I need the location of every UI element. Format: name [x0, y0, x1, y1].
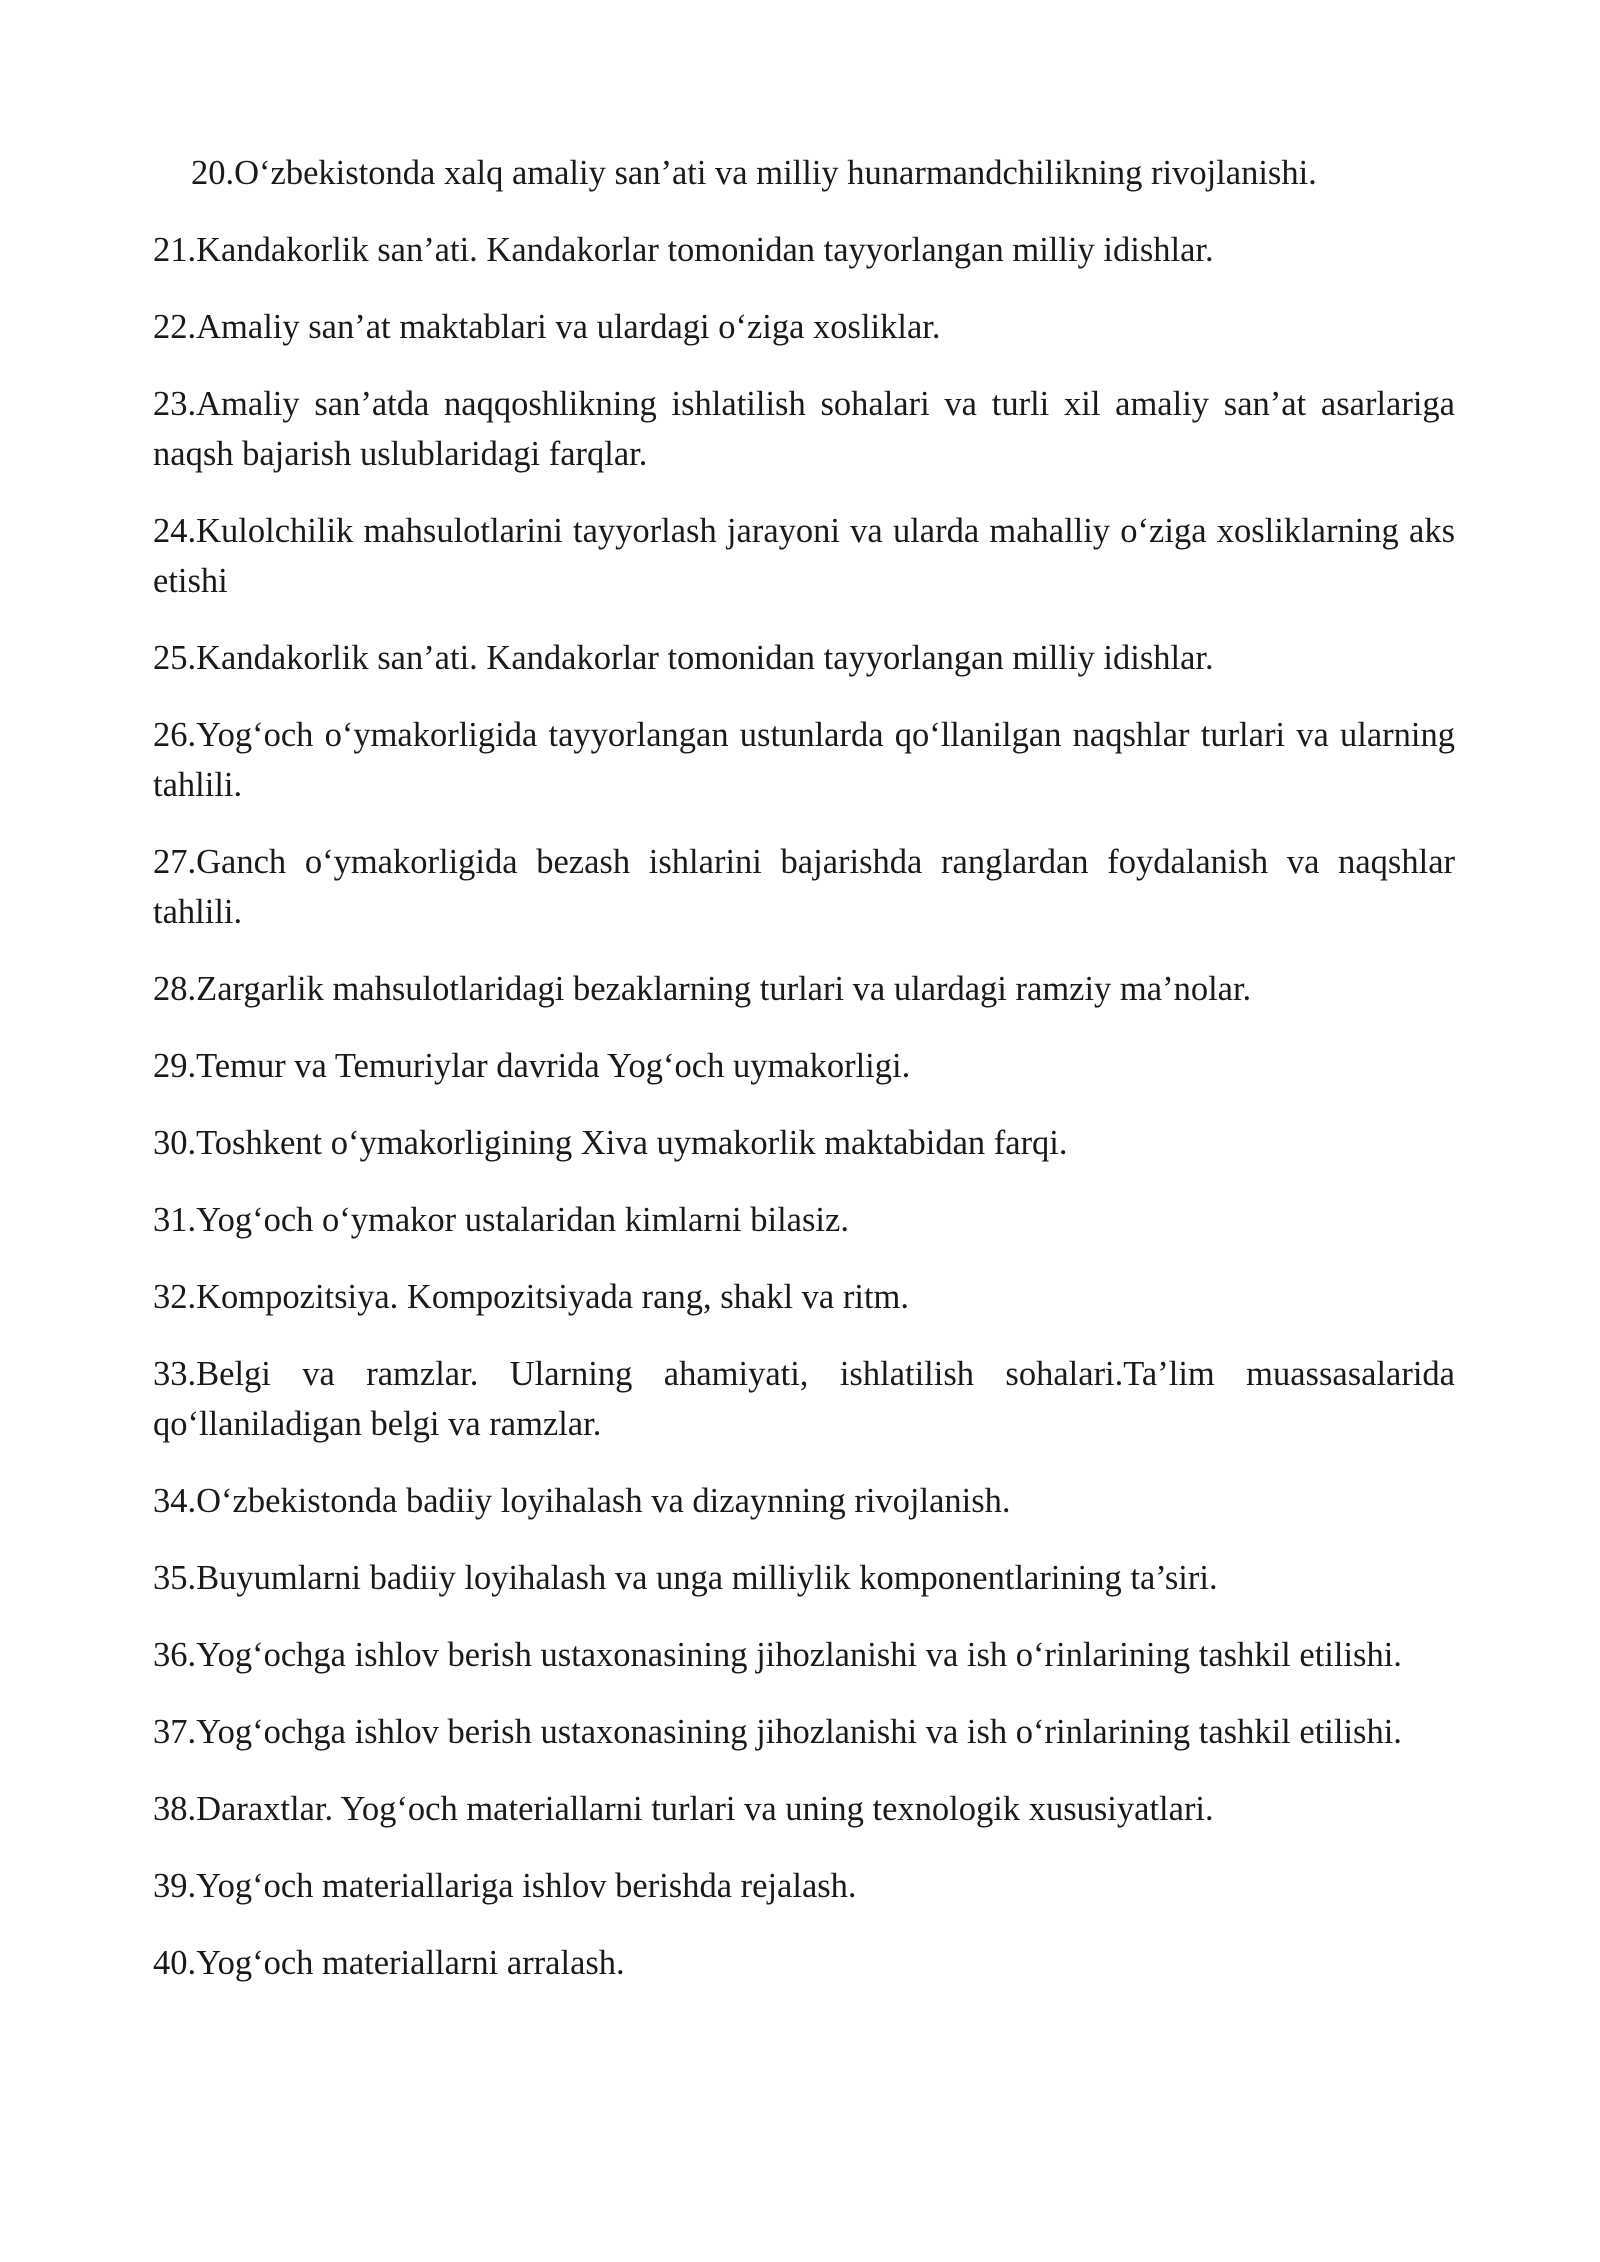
list-item: 33.Belgi va ramzlar. Ularning ahamiyati, ishlatilish sohalari.Ta’lim muassasalarida qo‘llaniladigan belgi va ramzlar.	[153, 1355, 1455, 1443]
list-item: 26.Yog‘och o‘ymakorligida tayyorlangan ustunlarda qo‘llanilgan naqshlar turlari va ularning tahlili.	[153, 716, 1455, 804]
list-item: 40.Yog‘och materiallarni arralash.	[153, 1944, 625, 1982]
list-item: 25.Kandakorlik san’ati. Kandakorlar tomonidan tayyorlangan milliy idishlar.	[153, 639, 1214, 677]
list-item: 35.Buyumlarni badiiy loyihalash va unga milliylik komponentlarining ta’siri.	[153, 1559, 1218, 1597]
list-item: 31.Yog‘och o‘ymakor ustalaridan kimlarni bilasiz.	[153, 1201, 849, 1239]
list-item: 37.Yog‘ochga ishlov berish ustaxonasining jihozlanishi va ish o‘rinlarining tashkil etilishi.	[153, 1713, 1402, 1751]
list-item: 30.Toshkent o‘ymakorligining Xiva uymakorlik maktabidan farqi.	[153, 1124, 1068, 1162]
list-item: 20.O‘zbekistonda xalq amaliy san’ati va milliy hunarmandchilikning rivojlanishi.	[191, 154, 1317, 192]
list-item: 39.Yog‘och materiallariga ishlov berishda rejalash.	[153, 1867, 857, 1905]
list-item: 27.Ganch o‘ymakorligida bezash ishlarini bajarishda ranglardan foydalanish va naqshlar tahlili.	[153, 843, 1455, 931]
list-item: 21.Kandakorlik san’ati. Kandakorlar tomonidan tayyorlangan milliy idishlar.	[153, 231, 1214, 269]
list-item: 28.Zargarlik mahsulotlaridagi bezaklarning turlari va ulardagi ramziy ma’nolar.	[153, 970, 1252, 1008]
list-item: 36.Yog‘ochga ishlov berish ustaxonasining jihozlanishi va ish o‘rinlarining tashkil etilishi.	[153, 1636, 1402, 1674]
list-item: 29.Temur va Temuriylar davrida Yog‘och uymakorligi.	[153, 1047, 911, 1085]
question-list	[153, 148, 1455, 2015]
list-item: 24.Kulolchilik mahsulotlarini tayyorlash jarayoni va ularda mahalliy o‘ziga xosliklarning aks etishi	[153, 512, 1455, 600]
list-item: 23.Amaliy san’atda naqqoshlikning ishlatilish sohalari va turli xil amaliy san’at asarlariga naqsh bajarish uslublaridagi farqlar.	[153, 385, 1455, 473]
list-item: 34.O‘zbekistonda badiiy loyihalash va dizaynning rivojlanish.	[153, 1482, 1011, 1520]
list-item: 22.Amaliy san’at maktablari va ulardagi o‘ziga xosliklar.	[153, 308, 941, 346]
list-item: 38.Daraxtlar. Yog‘och materiallarni turlari va uning texnologik xususiyatlari.	[153, 1790, 1214, 1828]
list-item: 32.Kompozitsiya. Kompozitsiyada rang, shakl va ritm.	[153, 1278, 909, 1316]
